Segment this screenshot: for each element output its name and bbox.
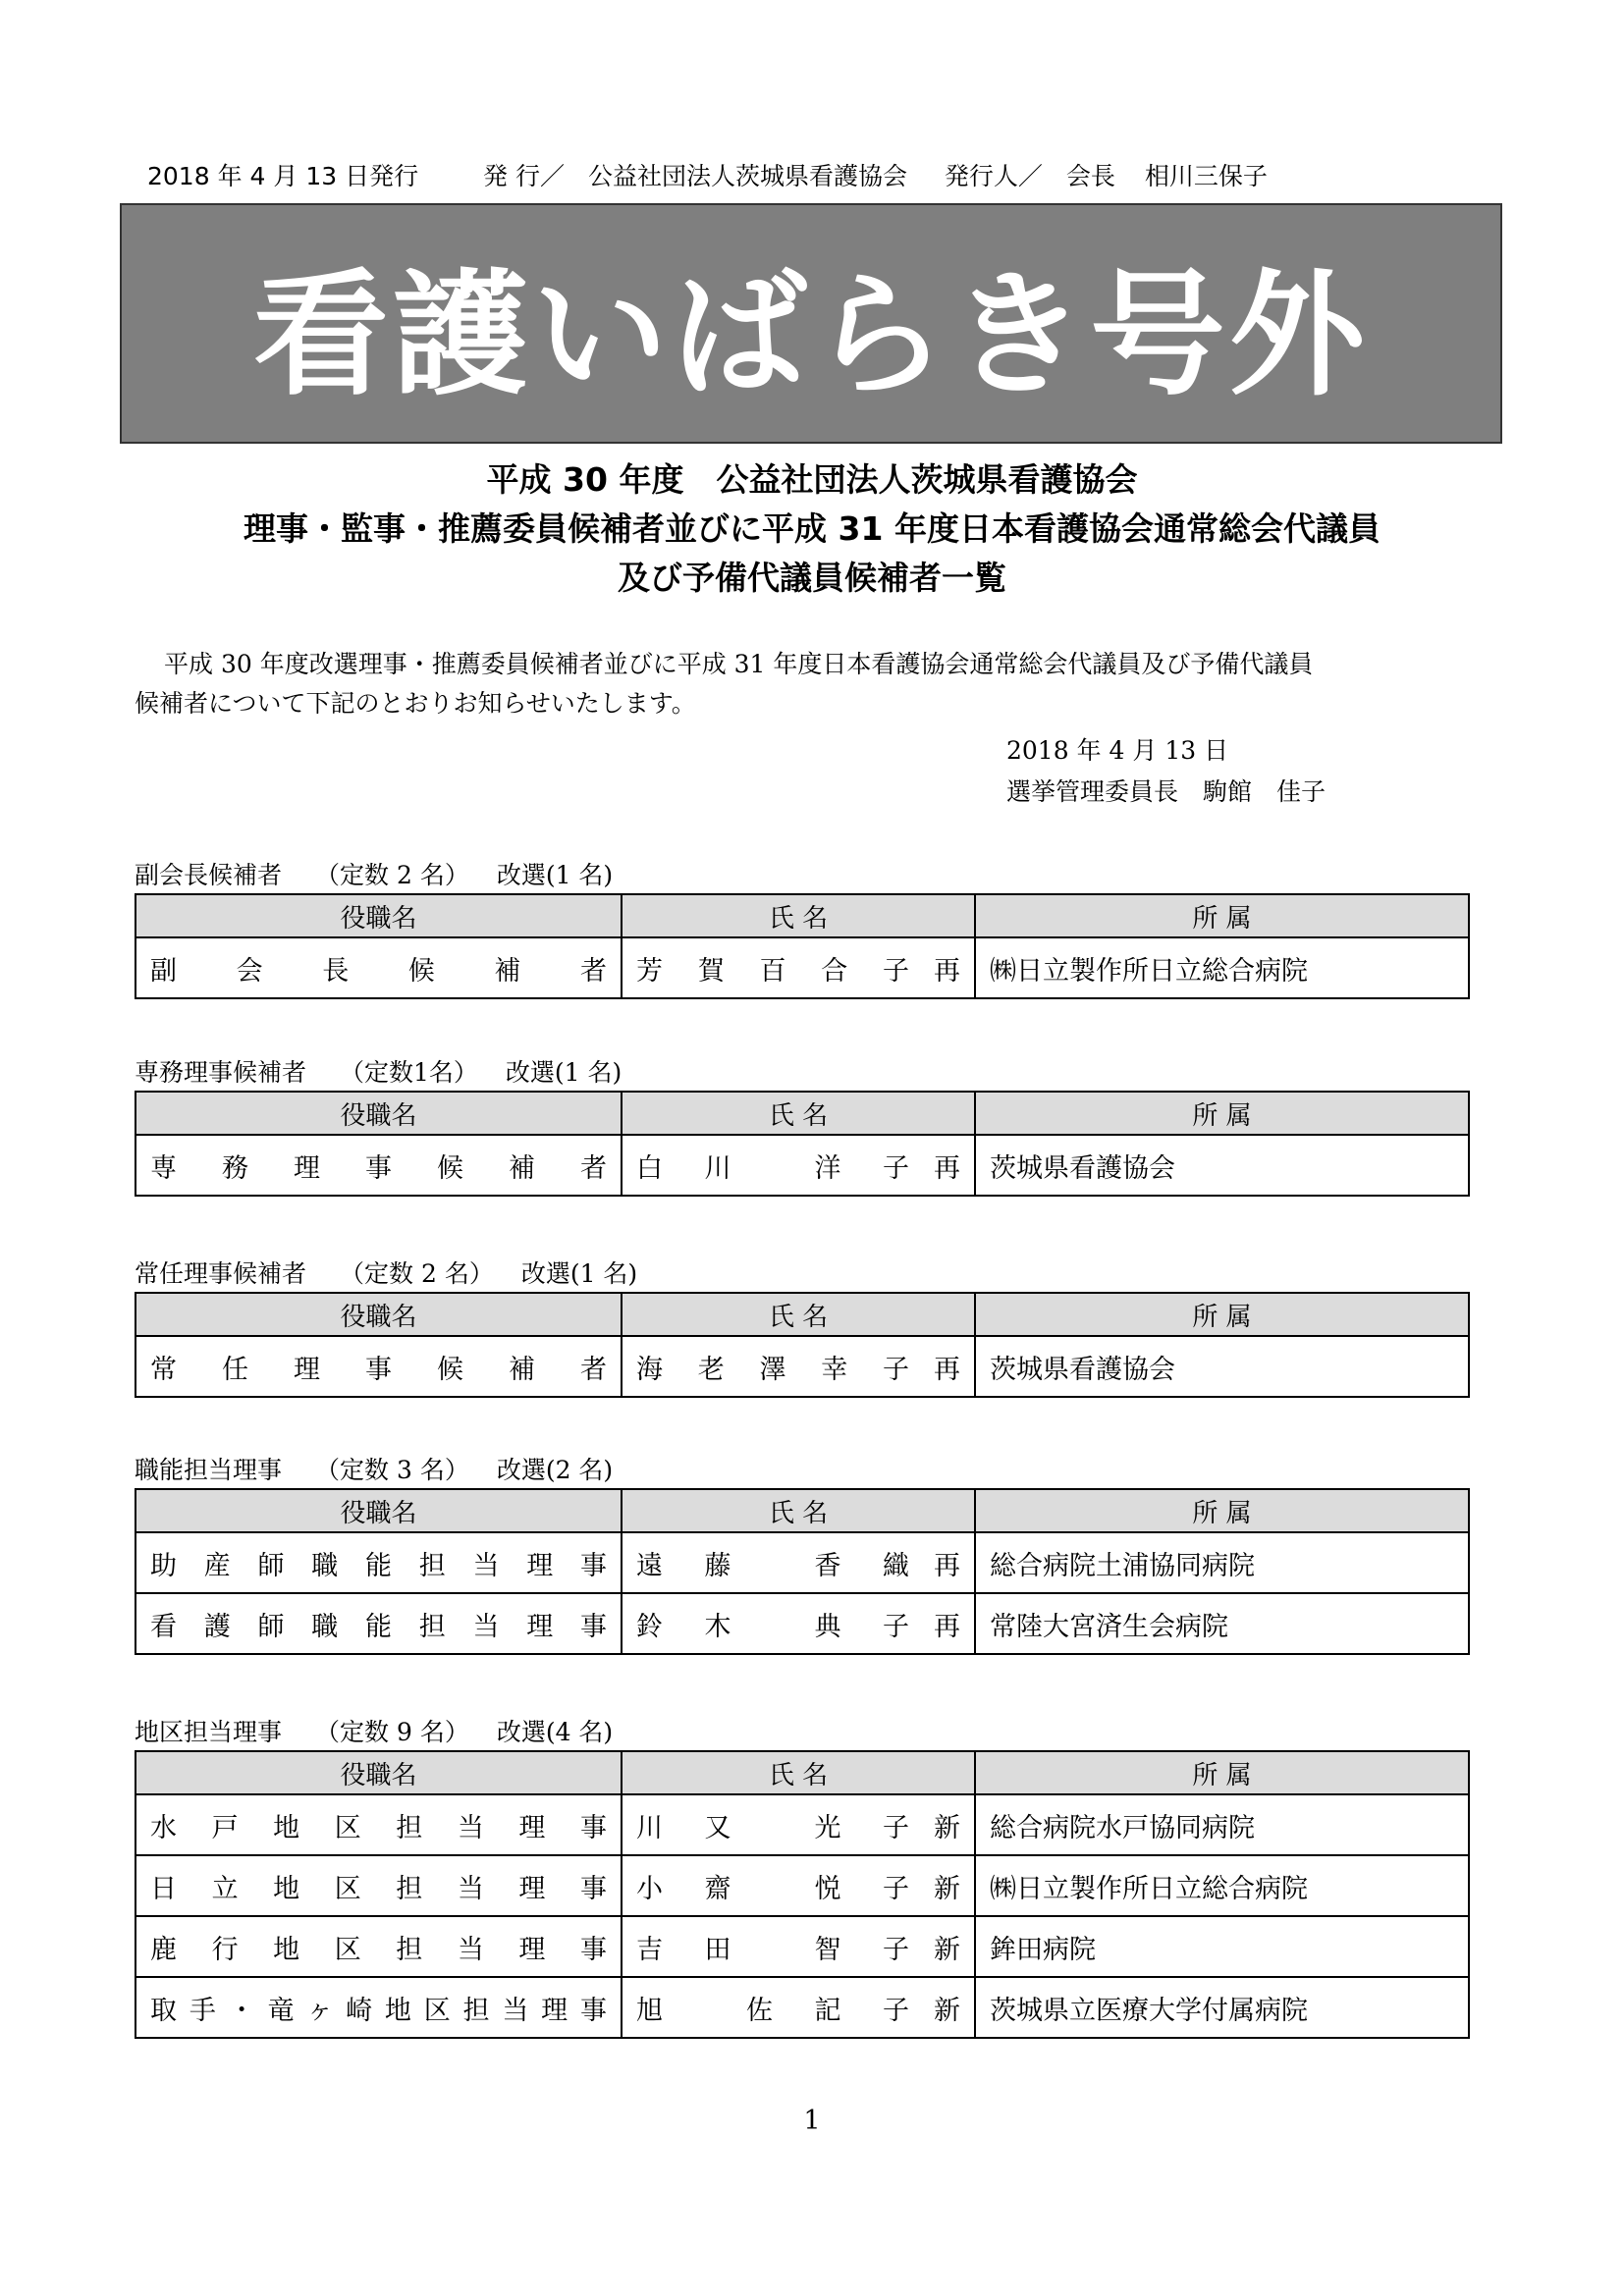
- cell-name: [622, 1135, 975, 1196]
- table-row: [135, 1855, 1469, 1916]
- candidate-name: 吉 田 智 子: [636, 1934, 909, 1965]
- candidate-table: [135, 893, 1470, 999]
- cell-name: [622, 1336, 975, 1397]
- cell-affiliation: 総合病院水戸協同病院: [975, 1794, 1469, 1855]
- table-row: [135, 1593, 1469, 1654]
- banner-title: 看護いばらき号外: [252, 255, 1369, 414]
- signature-date: 2018 年 4 月 13 日: [1006, 736, 1229, 765]
- table-row: [135, 1135, 1469, 1196]
- status-mark: 新: [934, 1812, 960, 1843]
- table-row: [135, 1977, 1469, 2038]
- section-reelection: 改選(2 名): [496, 1456, 614, 1484]
- intro-line-2: 候補者について下記のとおりお知らせいたします。: [135, 689, 696, 718]
- signature-name: 選挙管理委員長 駒館 佳子: [1006, 777, 1326, 806]
- section-label: [135, 1451, 613, 1486]
- cell-name: [622, 1794, 975, 1855]
- issuer-label: 発 行／: [483, 162, 565, 190]
- table-header-row: [135, 1489, 1469, 1532]
- cell-role: [135, 1977, 622, 2038]
- publisher-label: 発行人／: [944, 162, 1043, 190]
- section-quota: （定数 3 名）: [315, 1456, 469, 1484]
- status-mark: 再: [934, 1550, 960, 1581]
- section-title: 副会長候補者: [135, 861, 283, 889]
- section-label: [135, 856, 613, 891]
- cell-role: [135, 1135, 622, 1196]
- newsletter-banner: [120, 203, 1502, 444]
- section-quota: （定数 9 名）: [315, 1718, 469, 1746]
- name-wrap: [636, 1605, 960, 1643]
- cell-role: [135, 1855, 622, 1916]
- publisher-role: 会長: [1065, 162, 1115, 190]
- column-header-name: 氏 名: [622, 1092, 975, 1135]
- name-wrap: [636, 1867, 960, 1905]
- cell-name: [622, 1977, 975, 2038]
- candidate-table: [135, 1488, 1470, 1655]
- name-wrap: [636, 1928, 960, 1966]
- column-header-affiliation: 所 属: [975, 1092, 1469, 1135]
- name-wrap: [636, 949, 960, 988]
- role-text: 助 産 師 職 能 担 当 理 事: [150, 1550, 607, 1581]
- role-text: 水 戸 地 区 担 当 理 事: [150, 1812, 607, 1843]
- section-title: 専務理事候補者: [135, 1058, 307, 1087]
- status-mark: 新: [934, 1873, 960, 1904]
- column-header-name: 氏 名: [622, 1293, 975, 1336]
- column-header-name: 氏 名: [622, 1751, 975, 1794]
- cell-role: [135, 937, 622, 998]
- candidate-table: [135, 1091, 1470, 1197]
- cell-affiliation: 茨城県看護協会: [975, 1135, 1469, 1196]
- status-mark: 新: [934, 1995, 960, 2026]
- cell-role: [135, 1593, 622, 1654]
- role-text: 取 手 ・ 竜 ヶ 崎 地 区 担 当 理 事: [150, 1995, 607, 2026]
- publisher-name: 相川三保子: [1144, 162, 1268, 190]
- publication-date: 2018 年 4 月 13 日発行: [147, 162, 419, 190]
- column-header-name: 氏 名: [622, 894, 975, 937]
- cell-affiliation: 常陸大宮済生会病院: [975, 1593, 1469, 1654]
- table-row: [135, 1336, 1469, 1397]
- cell-name: [622, 1593, 975, 1654]
- table-row: [135, 1532, 1469, 1593]
- candidate-table: [135, 1292, 1470, 1398]
- role-text: 鹿 行 地 区 担 当 理 事: [150, 1934, 607, 1965]
- column-header-name: 氏 名: [622, 1489, 975, 1532]
- status-mark: 再: [934, 1611, 960, 1642]
- section-quota: （定数1名）: [340, 1058, 478, 1087]
- role-text: 看 護 師 職 能 担 当 理 事: [150, 1611, 607, 1642]
- name-wrap: [636, 1544, 960, 1582]
- page-number: 1: [803, 2106, 821, 2136]
- section-reelection: 改選(1 名): [520, 1259, 638, 1288]
- section-title: 常任理事候補者: [135, 1259, 307, 1288]
- column-header-role: 役職名: [135, 1092, 622, 1135]
- status-mark: 新: [934, 1934, 960, 1965]
- cell-name: [622, 1855, 975, 1916]
- role-text: 常 任 理 事 候 補 者: [150, 1354, 607, 1385]
- column-header-role: 役職名: [135, 1293, 622, 1336]
- table-header-row: [135, 1751, 1469, 1794]
- publication-line: [147, 157, 1522, 192]
- issuer-name: 公益社団法人茨城県看護協会: [587, 162, 907, 190]
- name-wrap: [636, 1989, 960, 2027]
- candidate-name: 旭 佐 記 子: [636, 1995, 909, 2026]
- candidate-table: [135, 1750, 1470, 2039]
- section-label: [135, 1053, 622, 1089]
- cell-name: [622, 1916, 975, 1977]
- table-row: [135, 1916, 1469, 1977]
- section-reelection: 改選(1 名): [505, 1058, 623, 1087]
- column-header-role: 役職名: [135, 1751, 622, 1794]
- cell-name: [622, 937, 975, 998]
- intro-line-1: 平成 30 年度改選理事・推薦委員候補者並びに平成 31 年度日本看護協会通常総会代議員及び予備代議員: [164, 650, 1314, 678]
- table-header-row: [135, 894, 1469, 937]
- candidate-name: 海 老 澤 幸 子: [636, 1354, 909, 1385]
- cell-role: [135, 1916, 622, 1977]
- cell-name: [622, 1532, 975, 1593]
- cell-affiliation: ㈱日立製作所日立総合病院: [975, 937, 1469, 998]
- section-label: [135, 1255, 637, 1290]
- table-row: [135, 937, 1469, 998]
- cell-affiliation: 鉾田病院: [975, 1916, 1469, 1977]
- column-header-affiliation: 所 属: [975, 1489, 1469, 1532]
- cell-role: [135, 1532, 622, 1593]
- name-wrap: [636, 1806, 960, 1844]
- cell-affiliation: 茨城県立医療大学付属病院: [975, 1977, 1469, 2038]
- column-header-role: 役職名: [135, 1489, 622, 1532]
- candidate-name: 白 川 洋 子: [636, 1152, 909, 1184]
- table-header-row: [135, 1092, 1469, 1135]
- section-title: 地区担当理事: [135, 1718, 283, 1746]
- candidate-name: 小 齋 悦 子: [636, 1873, 909, 1904]
- cell-affiliation: ㈱日立製作所日立総合病院: [975, 1855, 1469, 1916]
- section-reelection: 改選(4 名): [496, 1718, 614, 1746]
- table-row: [135, 1794, 1469, 1855]
- column-header-affiliation: 所 属: [975, 1751, 1469, 1794]
- candidate-name: 川 又 光 子: [636, 1812, 909, 1843]
- status-mark: 再: [934, 1152, 960, 1184]
- cell-role: [135, 1336, 622, 1397]
- intro-paragraph: [135, 645, 1509, 723]
- section-quota: （定数 2 名）: [340, 1259, 494, 1288]
- status-mark: 再: [934, 1354, 960, 1385]
- role-text: 日 立 地 区 担 当 理 事: [150, 1873, 607, 1904]
- cell-affiliation: 総合病院土浦協同病院: [975, 1532, 1469, 1593]
- cell-affiliation: 茨城県看護協会: [975, 1336, 1469, 1397]
- role-text: 副 会 長 候 補 者: [150, 955, 607, 987]
- candidate-name: 遠 藤 香 織: [636, 1550, 909, 1581]
- heading-line-1: 平成 30 年度 公益社団法人茨城県看護協会: [486, 460, 1138, 499]
- role-text: 専 務 理 事 候 補 者: [150, 1152, 607, 1184]
- heading-line-2: 理事・監事・推薦委員候補者並びに平成 31 年度日本看護協会通常総会代議員: [244, 509, 1380, 548]
- status-mark: 再: [934, 955, 960, 987]
- cell-role: [135, 1794, 622, 1855]
- section-label: [135, 1713, 613, 1748]
- candidate-name: 鈴 木 典 子: [636, 1611, 909, 1642]
- column-header-affiliation: 所 属: [975, 1293, 1469, 1336]
- heading-line-3: 及び予備代議員候補者一覧: [618, 559, 1006, 597]
- candidate-name: 芳 賀 百 合 子: [636, 955, 909, 987]
- name-wrap: [636, 1348, 960, 1386]
- column-header-affiliation: 所 属: [975, 894, 1469, 937]
- section-quota: （定数 2 名）: [315, 861, 469, 889]
- section-title: 職能担当理事: [135, 1456, 283, 1484]
- table-header-row: [135, 1293, 1469, 1336]
- name-wrap: [636, 1147, 960, 1185]
- column-header-role: 役職名: [135, 894, 622, 937]
- section-reelection: 改選(1 名): [496, 861, 614, 889]
